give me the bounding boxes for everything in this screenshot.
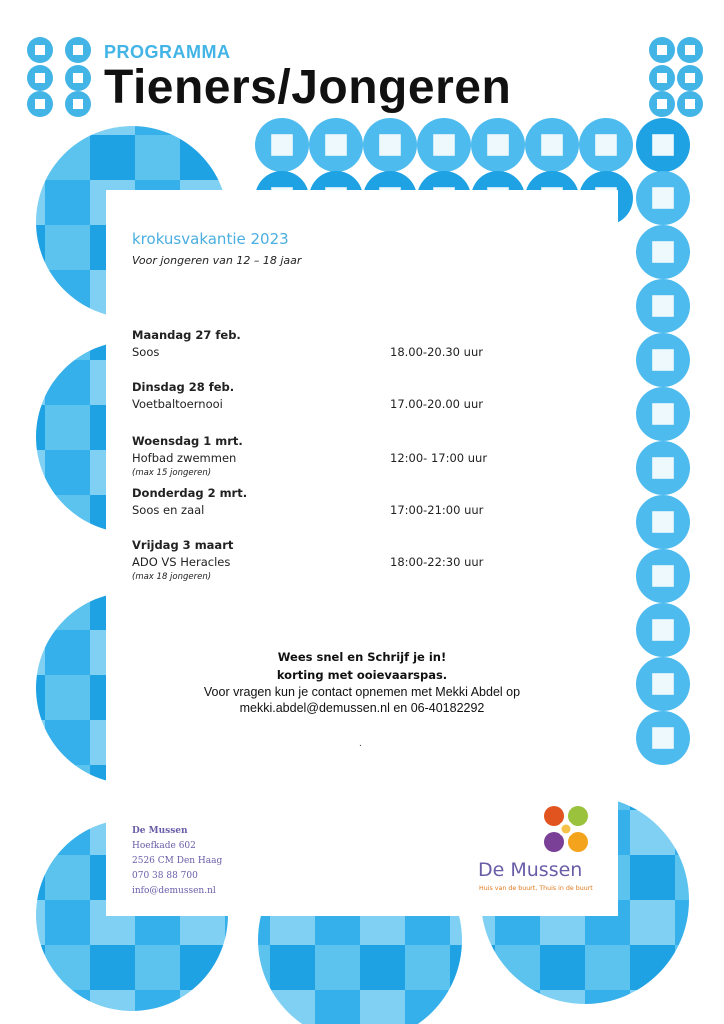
event-capacity-note: (max 15 jongeren): [132, 468, 212, 478]
event-friday: [132, 536, 592, 584]
event-monday: [132, 326, 592, 361]
event-activity: Soos: [132, 345, 160, 359]
event-day: Donderdag 2 mrt.: [132, 486, 248, 500]
address-block: [132, 824, 222, 899]
event-day: Maandag 27 feb.: [132, 328, 241, 342]
event-activity: ADO VS Heracles: [132, 555, 231, 569]
de-mussen-logo-icon: [540, 804, 592, 854]
address-phone: 070 38 88 700: [132, 871, 198, 881]
brand-name: De Mussen: [478, 859, 583, 881]
signup-call: Wees snel en Schrijf je in!: [277, 650, 447, 664]
event-time: 12:00- 17:00 uur: [390, 451, 488, 465]
event-time: 17:00-21:00 uur: [390, 503, 484, 517]
address-city: 2526 CM Den Haag: [132, 856, 223, 866]
discount-note: korting met ooievaarspas.: [276, 668, 448, 682]
event-day: Vrijdag 3 maart: [132, 538, 234, 552]
holiday-subtitle: krokusvakantie 2023: [132, 230, 289, 248]
event-day: Woensdag 1 mrt.: [132, 434, 243, 448]
stray-dot: .: [359, 738, 362, 749]
audience-note: Voor jongeren van 12 – 18 jaar: [132, 254, 302, 267]
event-time: 18.00-20.30 uur: [390, 345, 483, 359]
event-time: 18:00-22:30 uur: [390, 555, 484, 569]
event-day: Dinsdag 28 feb.: [132, 380, 235, 394]
program-label: PROGRAMMA: [104, 42, 231, 62]
event-time: 17.00-20.00 uur: [390, 397, 483, 411]
address-street: Hoefkade 602: [132, 841, 196, 851]
contact-info: Voor vragen kun je contact opnemen met Mekki Abdel op: [203, 685, 521, 699]
address-org: De Mussen: [132, 826, 188, 836]
page-title: Tieners/Jongeren: [104, 61, 512, 114]
contact-details: mekki.abdel@demussen.nl en 06-40182292: [239, 701, 485, 715]
event-thursday: [132, 484, 592, 519]
brand-tagline: Huis van de buurt, Thuis in de buurt: [479, 885, 593, 892]
event-activity: Soos en zaal: [132, 503, 205, 517]
address-email: info@demussen.nl: [132, 886, 216, 896]
program-sheet: [106, 190, 618, 916]
event-tuesday: [132, 378, 592, 413]
event-wednesday: [132, 432, 592, 480]
event-activity: Voetbaltoernooi: [132, 397, 223, 411]
event-activity: Hofbad zwemmen: [132, 451, 237, 465]
event-capacity-note: (max 18 jongeren): [132, 572, 212, 582]
